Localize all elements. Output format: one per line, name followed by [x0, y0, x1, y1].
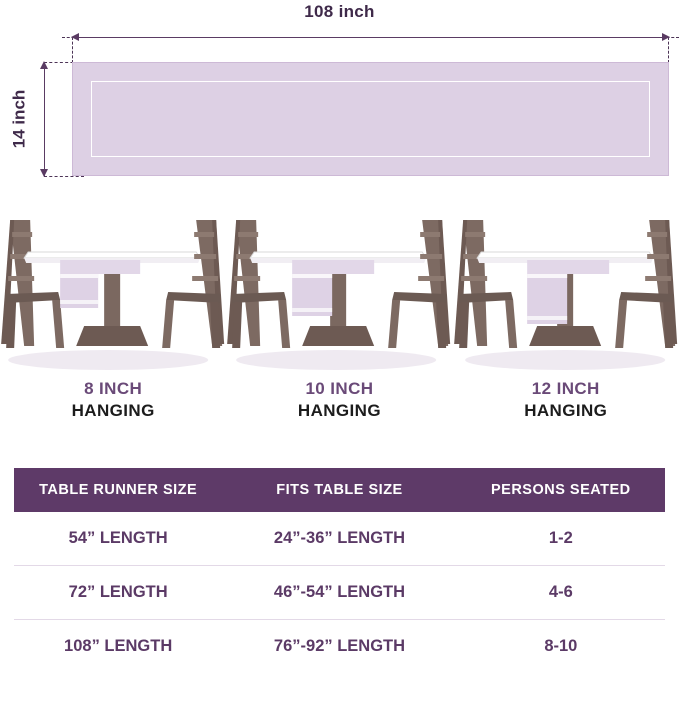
cell-runner-size: 72” LENGTH	[14, 566, 222, 620]
width-dimension-arrow	[72, 37, 669, 38]
scene-10-inch	[226, 196, 452, 448]
hanging-value-8: 8 INCH	[84, 379, 143, 398]
scene-8-inch	[0, 196, 226, 448]
cell-fits-table-size: 46”-54” LENGTH	[222, 566, 456, 620]
scene-12-inch	[453, 196, 679, 448]
hanging-word-10: HANGING	[297, 400, 381, 420]
cell-runner-size: 108” LENGTH	[14, 620, 222, 674]
runner-height-label	[6, 73, 32, 165]
column-header-runner-size: TABLE RUNNER SIZE	[14, 468, 222, 512]
column-header-fits-table-size: FITS TABLE SIZE	[222, 468, 456, 512]
table-row	[14, 620, 665, 674]
cell-runner-size: 54” LENGTH	[14, 512, 222, 566]
height-dimension-arrow	[44, 62, 45, 176]
dining-table-with-runner-illustration	[453, 196, 679, 376]
size-spec-table	[14, 468, 665, 673]
scene-caption-10-inch	[226, 378, 452, 422]
runner-dimension-diagram	[0, 0, 679, 196]
cell-fits-table-size: 76”-92” LENGTH	[222, 620, 456, 674]
table-header-row	[14, 468, 665, 512]
hanging-length-examples	[0, 196, 679, 448]
runner-height-label-text: 14 inch	[9, 89, 28, 149]
cell-persons-seated: 8-10	[457, 620, 665, 674]
scene-caption-12-inch	[453, 378, 679, 422]
table-row	[14, 512, 665, 566]
hanging-value-12: 12 INCH	[531, 379, 600, 398]
hanging-value-10: 10 INCH	[305, 379, 374, 398]
table-runner-shape	[72, 62, 669, 176]
scene-caption-8-inch	[0, 378, 226, 422]
hanging-word-8: HANGING	[71, 400, 155, 420]
hanging-word-12: HANGING	[524, 400, 608, 420]
cell-persons-seated: 4-6	[457, 566, 665, 620]
runner-width-label: 108 inch	[304, 2, 375, 21]
table-row	[14, 566, 665, 620]
cell-persons-seated: 1-2	[457, 512, 665, 566]
column-header-persons-seated: PERSONS SEATED	[457, 468, 665, 512]
extension-line-lower-horizontal	[44, 176, 84, 177]
dining-table-with-runner-illustration	[0, 196, 226, 376]
table-runner-inner-stitch	[91, 81, 650, 157]
cell-fits-table-size: 24”-36” LENGTH	[222, 512, 456, 566]
dining-table-with-runner-illustration	[226, 196, 452, 376]
